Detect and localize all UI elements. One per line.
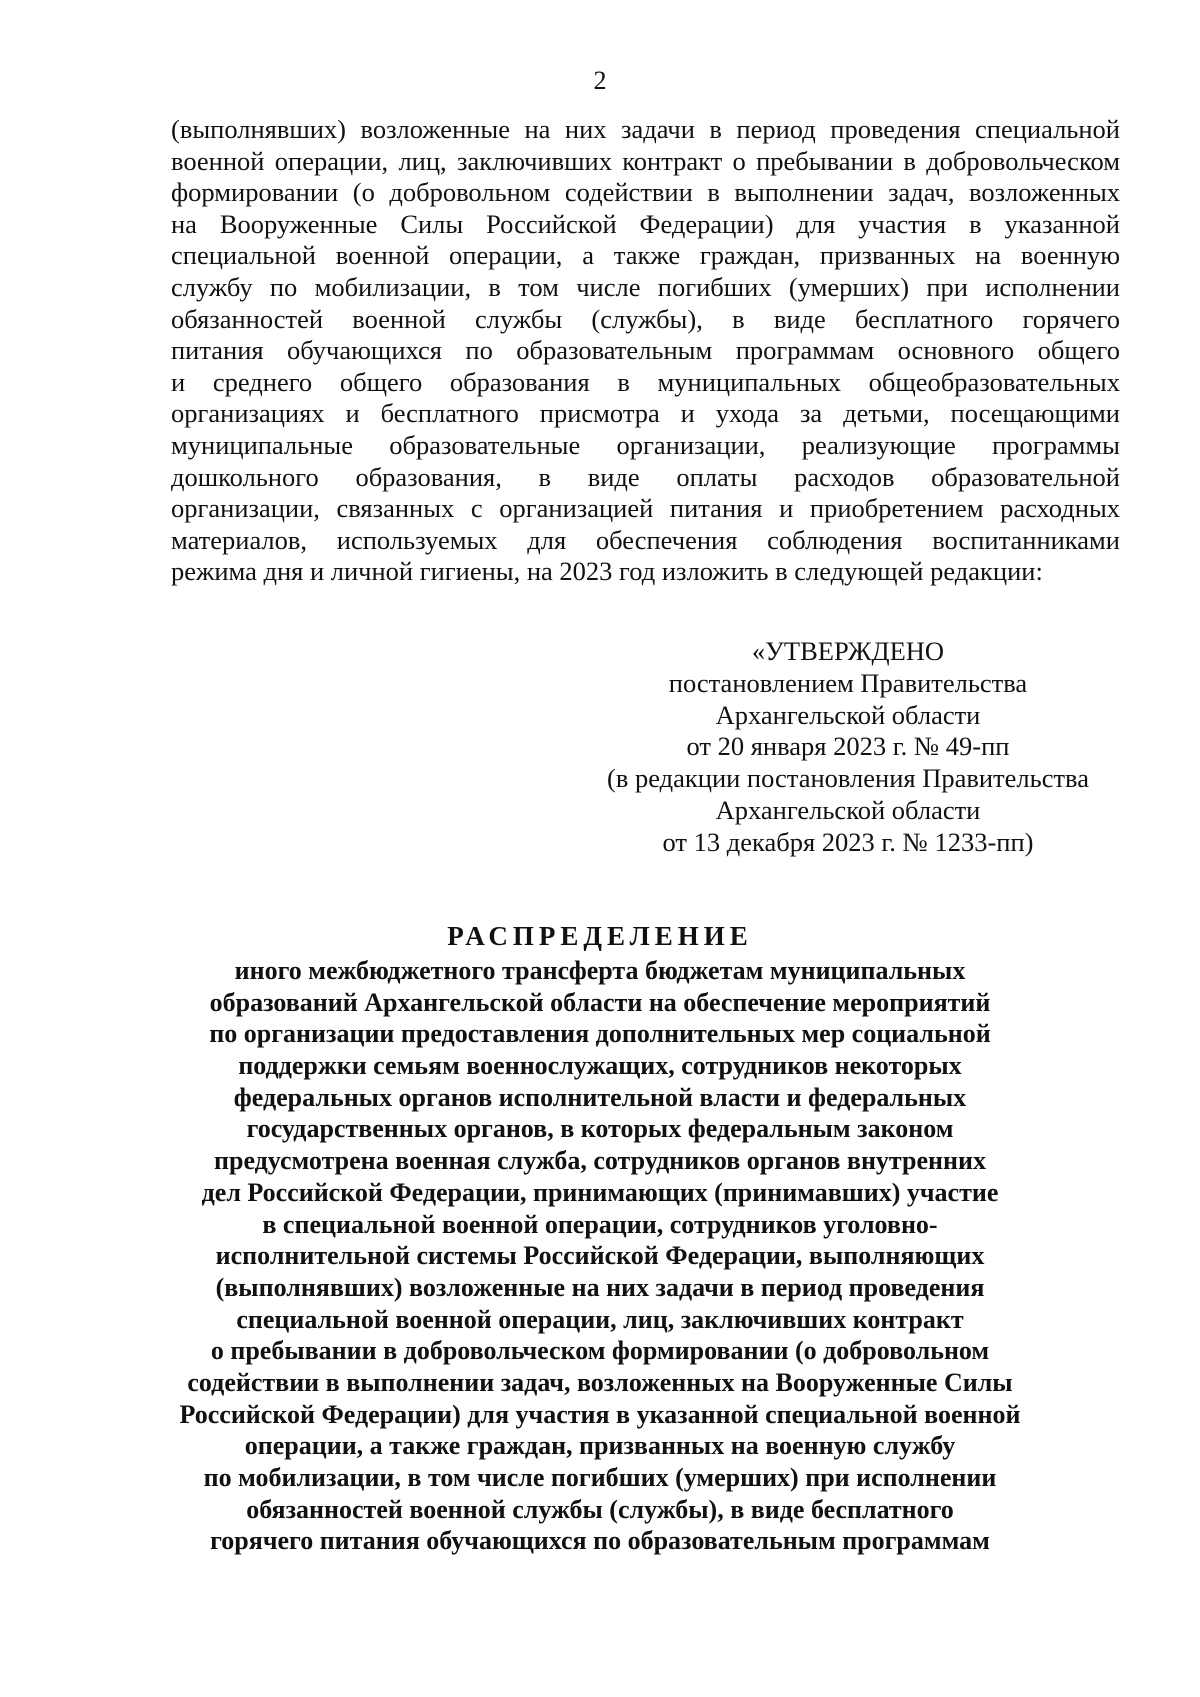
subtitle-line: специальной военной операции, лиц, заключивших контракт — [236, 1304, 964, 1334]
approval-line: Архангельской области — [715, 699, 981, 730]
subtitle-line: по мобилизации, в том числе погибших (умерших) при исполнении — [203, 1463, 997, 1492]
subtitle-line: обязанностей военной службы (службы), в виде бесплатного — [246, 1494, 954, 1524]
body-line: на Вооруженные Силы Российской Федерации) для участия в указанной — [171, 208, 1120, 239]
body-line: организациях и бесплатного присмотра и ухода за детьми, посещающими — [171, 398, 1120, 429]
body-line: службу по мобилизации, в том числе погибших (умерших) при исполнении — [171, 271, 1120, 302]
subtitle-line: (выполнявших) возложенные на них задачи в период проведения — [215, 1272, 985, 1302]
body-line: режима дня и личной гигиены, на 2023 год изложить в следующей редакции: — [171, 556, 1043, 587]
body-line: (выполнявших) возложенные на них задачи в период проведения специальной — [171, 114, 1120, 144]
subtitle-line: содействии в выполнении задач, возложенных на Вооруженные Силы — [187, 1367, 1013, 1397]
body-line: формировании (о добровольном содействии в выполнении задач, возложенных — [171, 177, 1120, 208]
subtitle-line: о пребывании в добровольческом формировании (о добровольном — [210, 1336, 990, 1366]
body-line: дошкольного образования, в виде оплаты расходов образовательной — [171, 461, 1120, 492]
subtitle-line: предусмотрена военная служба, сотрудников органов внутренних — [214, 1146, 986, 1176]
approval-line: постановлением Правительства — [668, 667, 1028, 698]
body-line: муниципальные образовательные организации, реализующие программы — [171, 429, 1120, 460]
approval-line: Архангельской области — [715, 794, 981, 825]
subtitle-line: операции, а также граждан, призванных на военную службу — [244, 1431, 956, 1461]
body-paragraph — [171, 114, 1120, 588]
subtitle-line: Российской Федерации) для участия в указанной специальной военной — [179, 1399, 1021, 1429]
subtitle-line: исполнительной системы Российской Федерации, выполняющих — [215, 1241, 985, 1271]
subtitle-line: образований Архангельской области на обеспечение мероприятий — [209, 987, 991, 1017]
subtitle-line: по организации предоставления дополнительных мер социальной — [209, 1019, 991, 1049]
body-line: специальной военной операции, а также граждан, призванных на военную — [171, 240, 1120, 271]
approval-line: (в редакции постановления Правительства — [607, 763, 1089, 794]
approval-block — [568, 636, 1128, 859]
page-number: 2 — [593, 66, 607, 95]
approval-line: «УТВЕРЖДЕНО — [751, 636, 945, 666]
subtitle-line: в специальной военной операции, сотрудников уголовно- — [262, 1209, 938, 1239]
body-line: обязанностей военной службы (службы), в виде бесплатного горячего — [171, 303, 1120, 334]
subtitle-line: государственных органов, в которых федеральным законом — [246, 1114, 954, 1144]
document-title: РАСПРЕДЕЛЕНИЕ — [447, 921, 753, 951]
body-line: материалов, используемых для обеспечения соблюдения воспитанниками — [171, 524, 1120, 555]
approval-line: от 20 января 2023 г. № 49-пп — [686, 731, 1010, 762]
body-line: военной операции, лиц, заключивших контракт о пребывании в добровольческом — [171, 145, 1120, 176]
subtitle-line: дел Российской Федерации, принимающих (принимавших) участие — [201, 1177, 999, 1207]
body-line: питания обучающихся по образовательным программам основного общего — [171, 335, 1120, 366]
body-line: и среднего общего образования в муниципальных общеобразовательных — [171, 366, 1120, 397]
subtitle-line: поддержки семьям военнослужащих, сотрудников некоторых — [238, 1051, 962, 1081]
approval-line: от 13 декабря 2023 г. № 1233-пп) — [662, 826, 1034, 857]
subtitle-line: иного межбюджетного трансферта бюджетам муниципальных — [234, 956, 966, 985]
subtitle-line: федеральных органов исполнительной власти и федеральных — [233, 1082, 967, 1112]
document-subtitle — [150, 955, 1050, 1557]
subtitle-line: горячего питания обучающихся по образовательным программам — [210, 1526, 990, 1556]
body-line: организации, связанных с организацией питания и приобретением расходных — [171, 493, 1120, 524]
